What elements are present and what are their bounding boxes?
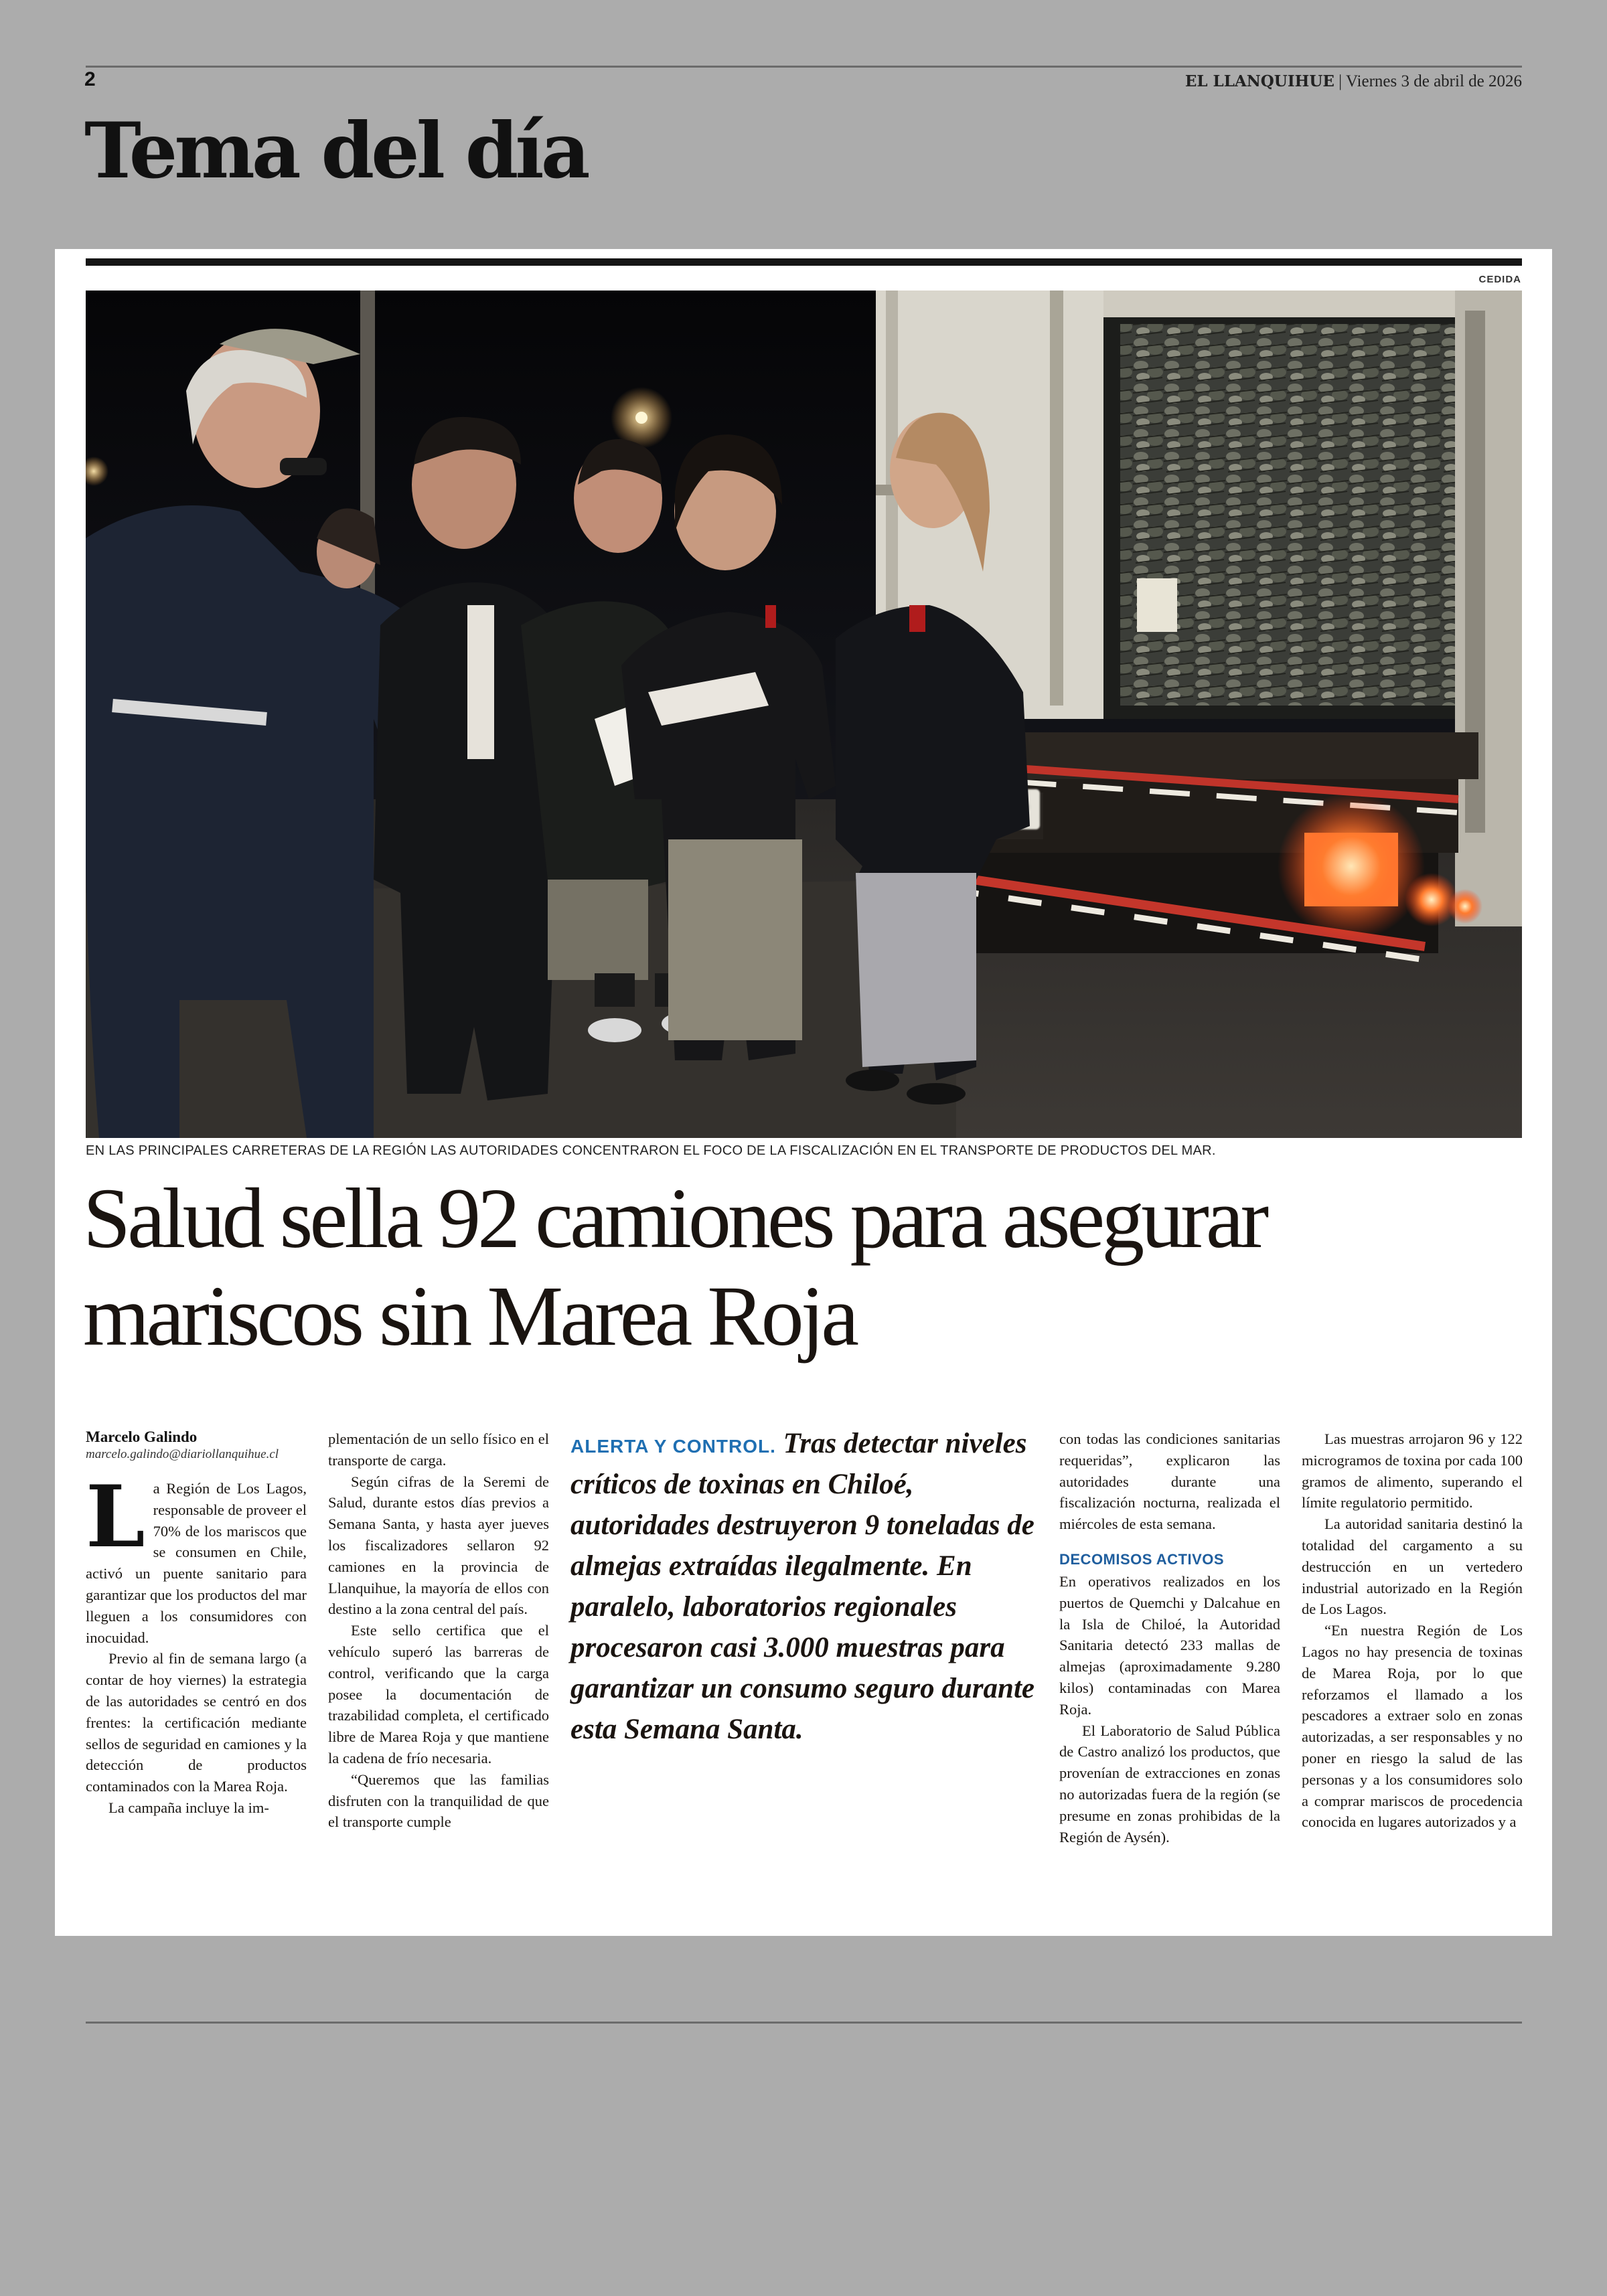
- lead-tag: ALERTA Y CONTROL.: [570, 1436, 776, 1457]
- page-bottom-rule: [86, 2022, 1522, 2024]
- masthead-date: Viernes 3 de abril de 2026: [1345, 72, 1522, 90]
- article-column-2: [328, 1428, 549, 1833]
- masthead: [1185, 72, 1522, 91]
- article-paragraph: Según cifras de la Seremi de Salud, durante estos días previos a Semana Santa, y hasta ayer jueves los fiscalizadores sellaron 92 camiones en la provincia de Llanquihue, la mayoría de ellos con destino a la zona central del país.: [328, 1473, 549, 1618]
- paragraph-text: a Región de Los Lagos, responsable de proveer el 70% de los mariscos que se consumen en Chile, activó un puente sanitario para garantizar que los productos del mar lleguen a los consumidores con inocuidad.: [86, 1480, 307, 1646]
- masthead-separator: |: [1334, 72, 1346, 90]
- article-paragraph: plementación de un sello físico en el transporte de carga.: [328, 1430, 549, 1469]
- article-sheet: [55, 249, 1552, 1936]
- article-paragraph: La campaña incluye la im-: [108, 1799, 269, 1816]
- article-column-1: [86, 1428, 307, 1819]
- author-email[interactable]: marcelo.galindo@diariollanquihue.cl: [86, 1447, 279, 1461]
- lead-text: Tras detectar niveles críticos de toxinas en Chiloé, autoridades destruyeron 9 toneladas de almejas extraídas ilegalmente. En paralelo, laboratorios regionales procesaron casi 3.000 muestras para garantizar un consumo seguro durante esta Semana Santa.: [570, 1428, 1035, 1745]
- article-lead: [570, 1423, 1043, 1750]
- article-paragraph: El Laboratorio de Salud Pública de Castro analizó los productos, que provenían de extracciones en zonas no autorizadas fuera de la región (se presume en zonas prohibidas de la Región de Aysén).: [1059, 1722, 1280, 1846]
- article-paragraph: Este sello certifica que el vehículo superó las barreras de control, verificando que la carga posee la documentación de trazabilidad completa, el certificado libre de Marea Roja y que mantiene la cadena de frío necesaria.: [328, 1622, 549, 1767]
- article-paragraph: [86, 1467, 307, 1648]
- article-paragraph: La autoridad sanitaria destinó la totalidad del cargamento a su destrucción en un vertedero industrial autorizado en la Región de Los Lagos.: [1302, 1515, 1523, 1618]
- article-top-rule: [86, 258, 1522, 266]
- photo-caption: EN LAS PRINCIPALES CARRETERAS DE LA REGIÓN LAS AUTORIDADES CONCENTRARON EL FOCO DE LA FISCALIZACIÓN EN EL TRANSPORTE DE PRODUCTOS DEL MAR.: [86, 1143, 1216, 1158]
- photo-credit: CEDIDA: [1478, 274, 1521, 285]
- article-headline: Salud sella 92 camiones para asegurar mariscos sin Marea Roja: [83, 1171, 1266, 1364]
- author-name: Marcelo Galindo: [86, 1428, 198, 1445]
- article-paragraph: “En nuestra Región de Los Lagos no hay presencia de toxinas de Marea Roja, por lo que reforzamos el llamado a los pescadores a extraer solo en zonas autorizadas, a ser responsables y no poner en riesgo la salud de las personas y a los consumidores solo a comprar mariscos de procedencia conocida en lugares autorizados y a: [1302, 1622, 1523, 1831]
- article-paragraph: con todas las condiciones sanitarias requeridas”, explicaron las autoridades durante una fiscalización nocturna, realizada el miércoles de esta semana.: [1059, 1430, 1280, 1533]
- article-paragraph: “Queremos que las familias disfruten con la tranquilidad de que el transporte cumple: [328, 1771, 549, 1831]
- page-top-rule: [86, 66, 1522, 68]
- section-title: Tema del día: [84, 106, 587, 195]
- article-paragraph: Las muestras arrojaron 96 y 122 microgramos de toxina por cada 100 gramos de alimento, superando el límite regulatorio permitido.: [1302, 1430, 1523, 1511]
- article-paragraph: En operativos realizados en los puertos de Quemchi y Dalcahue en la Isla de Chiloé, la Autoridad Sanitaria detectó 233 mallas de almejas (aproximadamente 9.280 kilos) contaminadas con Marea Roja.: [1059, 1572, 1280, 1718]
- article-subhead: DECOMISOS ACTIVOS: [1059, 1550, 1225, 1568]
- drop-cap: L: [86, 1467, 145, 1566]
- page-number: 2: [84, 68, 96, 90]
- masthead-name: EL LLANQUIHUE: [1184, 72, 1334, 90]
- article-column-5: [1302, 1428, 1523, 1833]
- article-paragraph: Previo al fin de semana largo (a contar de hoy viernes) la estrategia de las autoridades se centró en dos frentes: la certificación mediante sellos de seguridad en camiones y la detección de productos contaminados con la Marea Roja.: [86, 1650, 307, 1795]
- article-photo: [86, 291, 1522, 1138]
- photo-illustration: [86, 291, 1522, 1138]
- article-column-4: [1059, 1428, 1280, 1848]
